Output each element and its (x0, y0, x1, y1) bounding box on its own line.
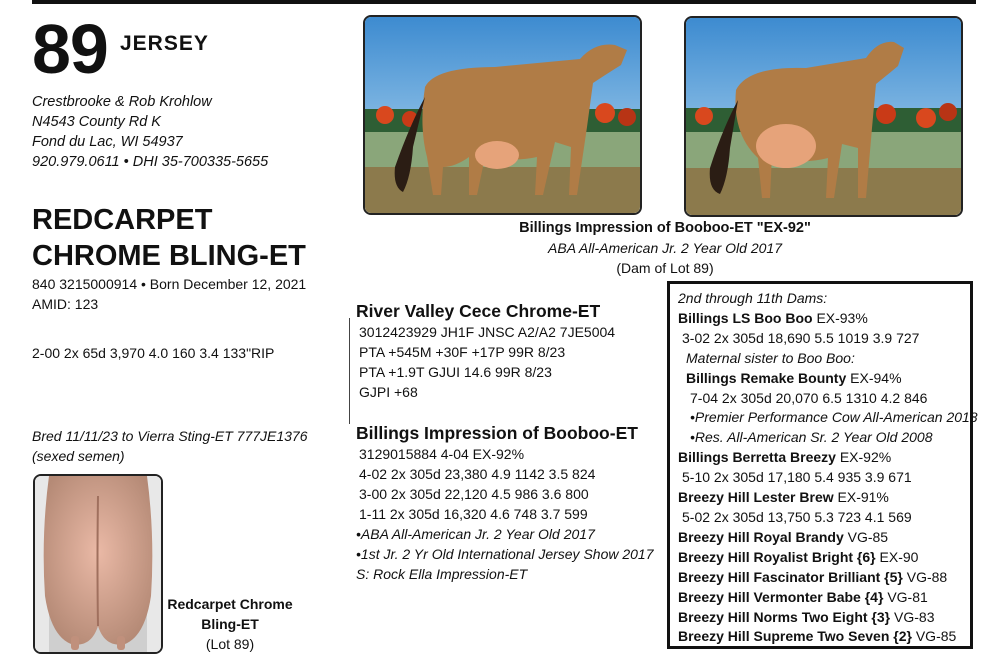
dam-entry-honor: •Premier Performance Cow All-American 2018 (690, 409, 978, 426)
dam-line: 1-11 2x 305d 16,320 4.6 748 3.7 599 (359, 506, 588, 522)
owner-name: Crestbrooke & Rob Krohlow (32, 94, 212, 110)
sire-name: River Valley Cece Chrome-ET (356, 301, 601, 321)
dam-entry (678, 627, 962, 647)
udder-caption-line2: Bling-ET (201, 616, 259, 632)
dam-entry-score: VG-81 (887, 588, 928, 605)
dams-box-heading: 2nd through 11th Dams: (678, 290, 828, 306)
dam-line: 3-00 2x 305d 22,120 4.5 986 3.6 800 (359, 486, 589, 502)
dam-entry-name: Breezy Hill Lester Brew (678, 489, 834, 506)
lot-number: 89 (32, 10, 108, 88)
dam-entry-name: Billings Berretta Breezy (678, 449, 836, 466)
dam-honor: •ABA All-American Jr. 2 Year Old 2017 (356, 526, 595, 542)
dam-entry-score: VG-88 (906, 568, 948, 585)
dam-entry-name: Breezy Hill Norms Two Eight {3} (678, 608, 891, 625)
owner-city: Fond du Lac, WI 54937 (32, 134, 183, 150)
dam-entry-score: EX-94% (850, 369, 902, 386)
animal-name-line2: CHROME BLING-ET (32, 240, 306, 272)
dam-photo-side (363, 15, 642, 215)
amid: AMID: 123 (32, 296, 99, 312)
breed-label: JERSEY (120, 32, 209, 55)
dam-entry-score: VG-83 (894, 608, 935, 625)
dam-entry-record: 3-02 2x 305d 18,690 5.5 1019 3.9 727 (682, 329, 920, 346)
animal-name-line1: REDCARPET (32, 204, 213, 236)
dam-entry (678, 528, 962, 548)
dam-entry-name: Billings LS Boo Boo (678, 309, 813, 326)
dam-entry (678, 608, 962, 628)
semen-type: (sexed semen) (32, 448, 125, 464)
dam-photo-caption (460, 218, 870, 278)
dam-photo-rear (684, 16, 963, 217)
owner-address: N4543 County Rd K (32, 114, 161, 130)
dam-entry (678, 369, 962, 389)
bred-to: Bred 11/11/23 to Vierra Sting-ET 777JE1376 (32, 428, 308, 444)
dam-entry-name: Breezy Hill Vermonter Babe {4} (678, 588, 884, 605)
udder-caption (160, 594, 300, 654)
udder-caption-line3: (Lot 89) (205, 636, 255, 652)
owner-phone: 920.979.0611 • DHI 35-700335-5655 (32, 154, 269, 170)
dam-photo-caption-name: Billings Impression of Booboo-ET "EX-92" (519, 220, 811, 236)
dam-sire: S: Rock Ella Impression-ET (356, 566, 528, 582)
dam-entry-record: 5-10 2x 305d 17,180 5.4 935 3.9 671 (682, 469, 912, 486)
dam-entry-name: Breezy Hill Royalist Bright {6} (678, 548, 876, 565)
breeding-info (32, 426, 308, 466)
dam-entry-score: VG-85 (915, 628, 957, 645)
sire-block (356, 300, 615, 402)
registration-number: 840 3215000914 • Born December 12, 2021 (32, 276, 307, 292)
dam-entry-record: 5-02 2x 305d 13,750 5.3 723 4.1 569 (682, 508, 912, 525)
sire-line: GJPI +68 (359, 384, 418, 400)
dam-entry (678, 588, 962, 608)
dam-entry-score: EX-92% (839, 449, 892, 466)
dam-name: Billings Impression of Booboo-ET (356, 423, 638, 443)
dam-entry (678, 548, 962, 568)
dam-entry-name: Billings Remake Bounty (686, 369, 847, 386)
registration-info (32, 274, 306, 314)
pedigree-divider (349, 318, 350, 424)
udder-photo (33, 474, 163, 654)
dam-entry-honor: •Res. All-American Sr. 2 Year Old 2008 (690, 429, 933, 446)
dam-entry (678, 309, 962, 329)
sire-line: PTA +545M +30F +17P 99R 8/23 (359, 344, 566, 360)
dams-box (667, 281, 978, 649)
dam-entry (678, 568, 962, 588)
dam-entry-score: EX-90 (879, 548, 919, 565)
dam-entry-score: EX-93% (816, 309, 868, 326)
sire-line: PTA +1.9T GJUI 14.6 99R 8/23 (359, 364, 552, 380)
dam-line: 3129015884 4-04 EX-92% (359, 446, 525, 462)
owner-block (32, 92, 268, 172)
dam-entry-name: Breezy Hill Fascinator Brilliant {5} (678, 568, 903, 585)
top-rule (32, 0, 976, 4)
dam-photo-caption-note: (Dam of Lot 89) (616, 260, 714, 276)
sire-line: 3012423929 JH1F JNSC A2/A2 7JE5004 (359, 324, 616, 340)
udder-caption-line1: Redcarpet Chrome (167, 596, 293, 612)
dam-entry-score: VG-85 (847, 528, 889, 545)
dam-entry-note: Maternal sister to Boo Boo: (686, 349, 855, 366)
dam-block (356, 422, 654, 584)
dam-entry-name: Breezy Hill Supreme Two Seven {2} (678, 628, 912, 645)
dam-line: 4-02 2x 305d 23,380 4.9 1142 3.5 824 (359, 466, 596, 482)
dam-entry (678, 448, 962, 468)
dam-entry (678, 488, 962, 508)
dam-entry-score: EX-91% (837, 489, 889, 506)
dam-photo-caption-award: ABA All-American Jr. 2 Year Old 2017 (548, 240, 782, 256)
dam-entry-name: Breezy Hill Royal Brandy (678, 528, 844, 545)
production-record: 2-00 2x 65d 3,970 4.0 160 3.4 133"RIP (32, 345, 275, 361)
dam-entry-record: 7-04 2x 305d 20,070 6.5 1310 4.2 846 (690, 389, 928, 406)
dam-honor: •1st Jr. 2 Yr Old International Jersey Show 2017 (356, 546, 654, 562)
animal-name (32, 202, 306, 274)
